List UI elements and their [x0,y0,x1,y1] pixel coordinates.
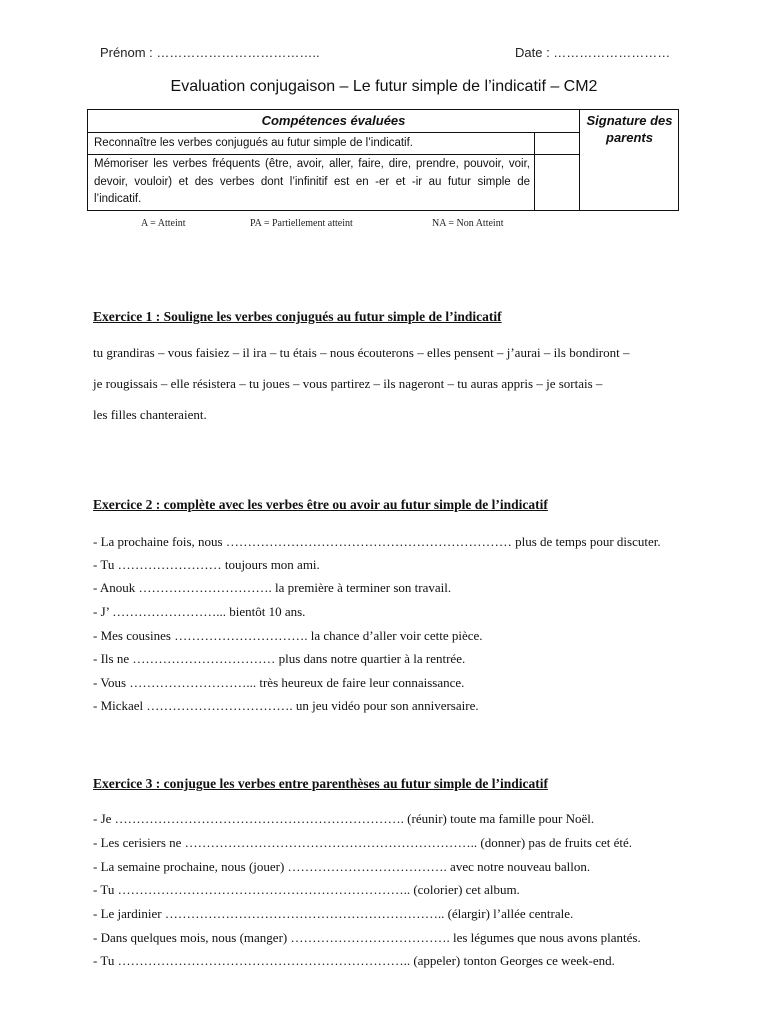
exercise-2-title: Exercice 2 : complète avec les verbes être ou avoir au futur simple de l’indicatif [93,497,548,512]
exercise-2-line: - Vous ………………………... très heureux de faire leur connaissance. [93,675,465,690]
exercise-1-line: tu grandiras – vous faisiez – il ira – tu étais – nous écouterons – elles pensent – j’aurai – ils bondiront – [93,345,630,360]
competence-row-2-grade [535,155,580,211]
exercise-3-line: - Je …………………………………………………………. (réunir) toute ma famille pour Noël. [93,811,595,826]
exercise-2-line: - Mes cousines …………………………. la chance d’aller voir cette pièce. [93,628,483,643]
exercise-3-line: - Les cerisiers ne ………………………………………………………….. (donner) pas de fruits cet été. [93,835,633,850]
competence-row-1: Reconnaître les verbes conjugués au futur simple de l’indicatif. [88,133,535,155]
legend-non-atteint: NA = Non Atteint [432,218,504,229]
prenom-field: Prénom : ……………………………….. [100,45,320,60]
exercise-2-line: - Ils ne …………………………… plus dans notre quartier à la rentrée. [93,651,466,666]
exercise-1-line: je rougissais – elle résistera – tu joues – vous partirez – ils nageront – tu auras appris – je sortais – [93,376,603,391]
legend-atteint: A = Atteint [141,218,186,229]
legend-partiellement-atteint: PA = Partiellement atteint [250,218,353,229]
exercise-2-line: - Mickael ……………………………. un jeu vidéo pour son anniversaire. [93,698,479,713]
exercise-2-line: - Tu …………………… toujours mon ami. [93,557,320,572]
page-title: Evaluation conjugaison – Le futur simple de l’indicatif – CM2 [170,78,598,95]
exercise-3-title: Exercice 3 : conjugue les verbes entre parenthèses au futur simple de l’indicatif [93,776,548,791]
exercise-3-line: - Le jardinier ……………………………………………………….. (élargir) l’allée centrale. [93,906,574,921]
exercise-3-line: - Tu ………………………………………………………….. (appeler) tonton Georges ce week-end. [93,953,615,968]
competence-row-2: Mémoriser les verbes fréquents (être, avoir, aller, faire, dire, prendre, pouvoir, voir, devoir, vouloir) et des verbes dont l’infinitif est en -er et -ir au futur simple de l’indicatif. [88,155,535,211]
competences-heading: Compétences évaluées [88,110,580,133]
exercise-3-line: - Dans quelques mois, nous (manger) ………………………………. les légumes que nous avons plantés. [93,930,641,945]
exercise-2-line: - J’ ……………………... bientôt 10 ans. [93,604,306,619]
exercise-2-line: - Anouk …………………………. la première à terminer son travail. [93,580,452,595]
exercise-1-title: Exercice 1 : Souligne les verbes conjugués au futur simple de l’indicatif [93,309,502,324]
exercise-3-line: - La semaine prochaine, nous (jouer) ………………………………. avec notre nouveau ballon. [93,859,591,874]
signature-parents: Signature des parents [586,113,673,145]
competences-table [87,109,679,211]
exercise-2-line: - La prochaine fois, nous ………………………………………………………… plus de temps pour discuter. [93,534,661,549]
exercise-3-line: - Tu ………………………………………………………….. (colorier) cet album. [93,882,520,897]
date-field: Date : ……………………… [515,45,671,60]
competence-row-1-grade [535,133,580,155]
exercise-1-line: les filles chanteraient. [93,407,207,422]
